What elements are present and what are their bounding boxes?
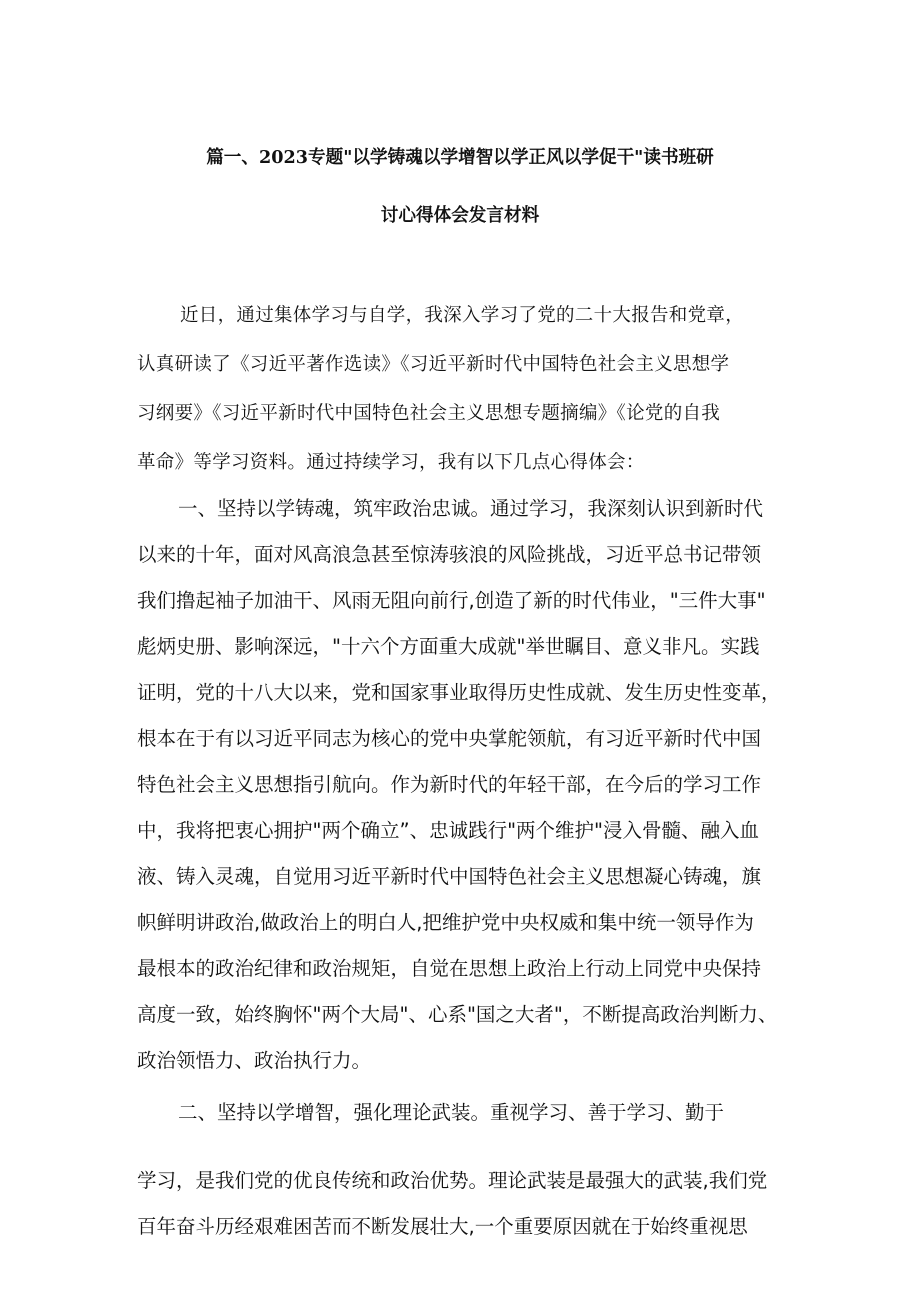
intro-line: 近日，通过集体学习与自学，我深入学习了党的二十大报告和党章，	[180, 305, 745, 326]
section-2-heading-line: 二、坚持以学增智，强化理论武装。重视学习、善于学习、勤于	[178, 1101, 725, 1124]
section-1-line: 中，我将把衷心拥护"两个确立”、忠诚践行"两个维护"浸入骨髓、融入血	[137, 819, 760, 842]
intro-line: 习纲要》《习近平新时代中国特色社会主义思想专题摘编》《论党的自我	[137, 403, 721, 424]
section-2-line: 百年奋斗历经艰难困苦而不断发展壮大,一个重要原因就在于始终重视思	[137, 1215, 748, 1238]
section-1-line: 特色社会主义思想指引航向。作为新时代的年轻干部，在今后的学习工作	[137, 773, 762, 796]
section-1-line: 高度一致，始终胸怀"两个大局"、心系"国之大者"，不断提高政治判断力、	[137, 1003, 778, 1026]
section-1-line: 彪炳史册、影响深远，"十六个方面重大成就"举世瞩目、意义非凡。实践	[137, 635, 760, 658]
section-2-line: 学习，是我们党的优良传统和政治优势。理论武装是最强大的武装,我们党	[137, 1169, 768, 1192]
section-1-line: 证明，党的十八大以来，党和国家事业取得历史性成就、发生历史性变革，	[137, 681, 781, 704]
section-1-line: 政治领悟力、政治执行力。	[137, 1049, 372, 1072]
section-1-line: 帜鲜明讲政治,做政治上的明白人,把维护党中央权威和集中统一领导作为	[137, 911, 754, 934]
section-1-line: 我们撸起袖子加油干、风雨无阻向前行,创造了新的时代伟业，"三件大事"	[137, 589, 766, 612]
section-1-line: 液、铸入灵魂，自觉用习近平新时代中国特色社会主义思想凝心铸魂，旗	[137, 865, 762, 888]
intro-line: 革命》等学习资料。通过持续学习，我有以下几点心得体会：	[137, 452, 645, 473]
intro-line: 认真研读了《习近平著作选读》《习近平新时代中国特色社会主义思想学	[137, 354, 730, 375]
section-1-line: 根本在于有以习近平同志为核心的党中央掌舵领航，有习近平新时代中国	[137, 727, 762, 750]
document-title-line-1: 篇一、2023专题"以学铸魂以学增智以学正风以学促干"读书班研	[206, 147, 714, 168]
section-1-line: 最根本的政治纪律和政治规矩，自觉在思想上政治上行动上同党中央保持	[137, 957, 762, 980]
section-1-line: 一、坚持以学铸魂，筑牢政治忠诚。通过学习，我深刻认识到新时代	[178, 497, 764, 520]
document-title-line-2: 讨心得体会发言材料	[380, 205, 540, 226]
section-1-line: 以来的十年，面对风高浪急甚至惊涛骇浪的风险挑战，习近平总书记带领	[137, 543, 762, 566]
